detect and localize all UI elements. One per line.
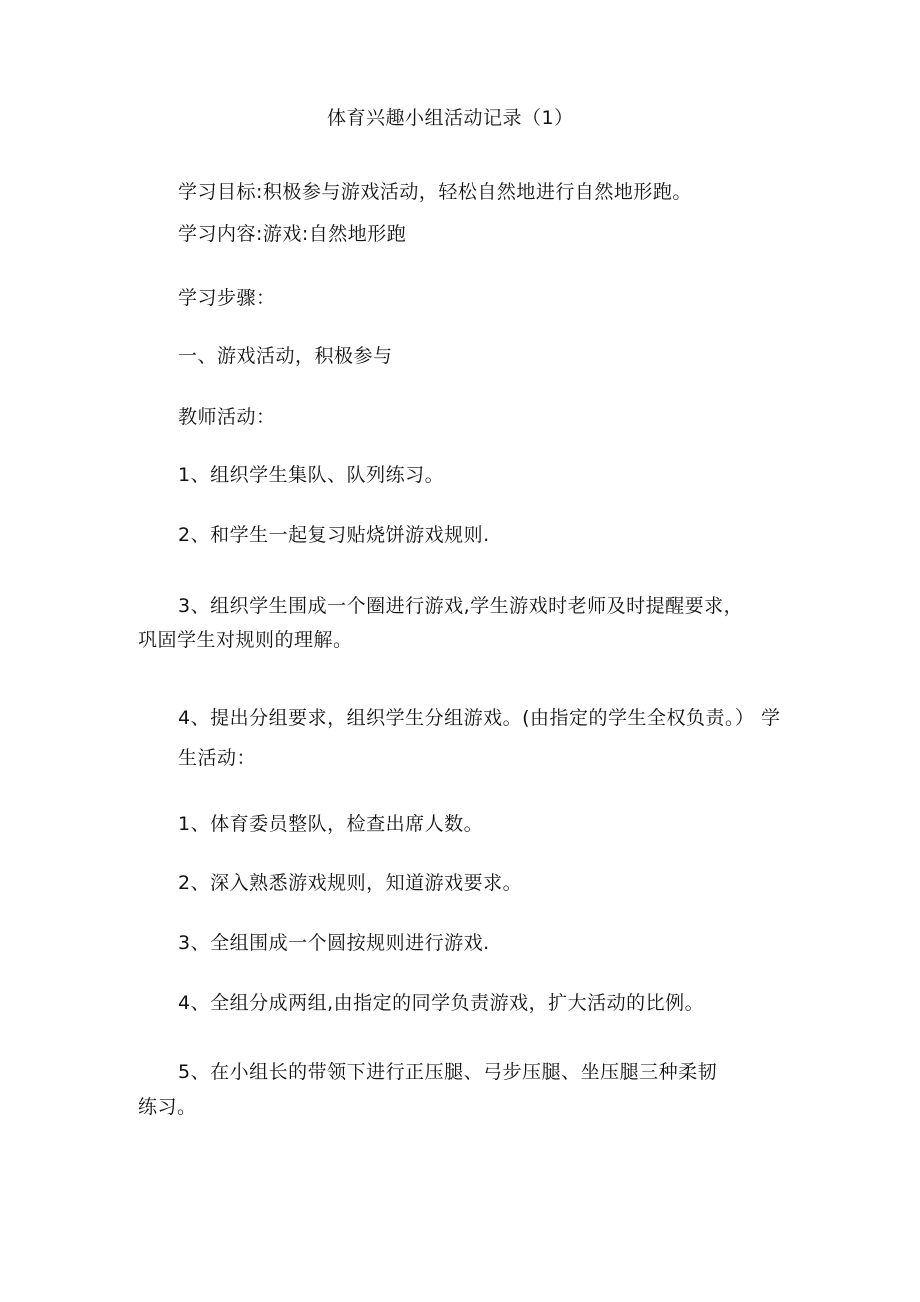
learning-goal: 学习目标:积极参与游戏活动，轻松自然地进行自然地形跑。 [178,181,692,203]
student-item-3: 3、全组围成一个圆按规则进行游戏. [178,932,490,954]
student-item-2: 2、深入熟悉游戏规则，知道游戏要求。 [178,872,523,894]
teacher-item-1: 1、组织学生集队、队列练习。 [178,464,445,486]
document-title: 体育兴趣小组活动记录（1） [327,107,574,129]
section-one-heading: 一、游戏活动，积极参与 [178,345,393,367]
student-item-4: 4、全组分成两组,由指定的同学负责游戏，扩大活动的比例。 [178,992,705,1014]
student-activity-heading: 生活动： [178,747,257,769]
teacher-activity-heading: 教师活动： [178,406,276,428]
steps-heading: 学习步骤： [178,287,276,309]
student-item-5: 5、在小组长的带领下进行正压腿、弓步压腿、坐压腿三种柔韧 [178,1061,718,1083]
teacher-item-3-continued: 巩固学生对规则的理解。 [138,629,353,651]
teacher-item-2: 2、和学生一起复习贴烧饼游戏规则. [178,524,490,546]
teacher-item-4: 4、提出分组要求，组织学生分组游戏。(由指定的学生全权负责。） 学 [178,707,781,729]
learning-content: 学习内容:游戏:自然地形跑 [178,223,407,245]
student-item-5-continued: 练习。 [138,1096,197,1118]
student-item-1: 1、体育委员整队，检查出席人数。 [178,813,484,835]
teacher-item-3: 3、组织学生围成一个圈进行游戏,学生游戏时老师及时提醒要求， [178,595,744,617]
